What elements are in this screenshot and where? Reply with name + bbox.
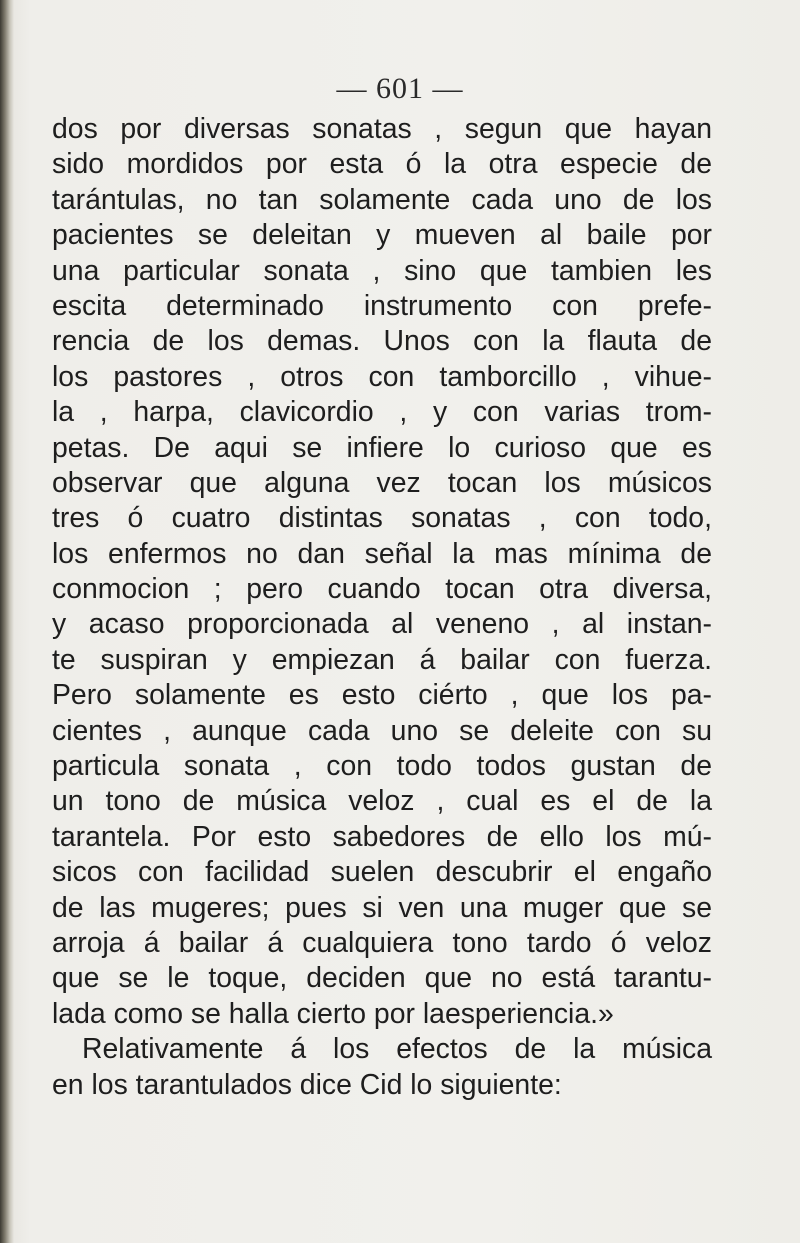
text-line: un tono de música veloz , cual es el de la bbox=[52, 785, 712, 818]
text-line: te suspiran y empiezan á bailar con fuerza. bbox=[52, 643, 712, 676]
text-line: Relativamente á los efectos de la música bbox=[82, 1033, 712, 1066]
text-line: observar que alguna vez tocan los músicos bbox=[52, 466, 712, 499]
text-line: que se le toque, deciden que no está tarantu- bbox=[52, 962, 712, 995]
text-line: escita determinado instrumento con prefe- bbox=[52, 289, 712, 322]
page-number-header: — 601 — bbox=[336, 72, 464, 105]
text-line: una particular sonata , sino que tambien les bbox=[52, 254, 712, 287]
text-line: particula sonata , con todo todos gustan de bbox=[52, 750, 712, 783]
text-line: los enfermos no dan señal la mas mínima de bbox=[52, 537, 712, 570]
text-line: y acaso proporcionada al veneno , al instan- bbox=[52, 608, 712, 641]
text-line: pacientes se deleitan y mueven al baile por bbox=[52, 219, 712, 252]
text-line: arroja á bailar á cualquiera tono tardo ó veloz bbox=[52, 926, 712, 959]
text-line: en los tarantulados dice Cid lo siguiente: bbox=[52, 1068, 562, 1101]
text-line: petas. De aqui se infiere lo curioso que es bbox=[52, 431, 712, 464]
text-line: de las mugeres; pues si ven una muger que se bbox=[52, 891, 712, 924]
text-line: sicos con facilidad suelen descubrir el engaño bbox=[52, 856, 712, 889]
text-line: Pero solamente es esto ciérto , que los pa- bbox=[52, 679, 712, 712]
body-text bbox=[52, 112, 712, 1103]
text-line: conmocion ; pero cuando tocan otra diversa, bbox=[52, 573, 712, 606]
text-line: rencia de los demas. Unos con la flauta de bbox=[52, 325, 712, 358]
binding-shadow bbox=[0, 0, 14, 1243]
text-line: lada como se halla cierto por laesperiencia.» bbox=[52, 997, 614, 1030]
text-line: la , harpa, clavicordio , y con varias trom- bbox=[52, 396, 712, 429]
text-line: tres ó cuatro distintas sonatas , con todo, bbox=[52, 502, 712, 535]
text-line: los pastores , otros con tamborcillo , vihue- bbox=[52, 360, 712, 393]
text-line: dos por diversas sonatas , segun que hayan bbox=[52, 113, 712, 145]
text-line: sido mordidos por esta ó la otra especie de bbox=[52, 148, 712, 181]
text-line: tarantela. Por esto sabedores de ello los mú- bbox=[52, 820, 712, 853]
text-line: cientes , aunque cada uno se deleite con su bbox=[52, 714, 712, 747]
text-line: tarántulas, no tan solamente cada uno de los bbox=[52, 183, 712, 216]
